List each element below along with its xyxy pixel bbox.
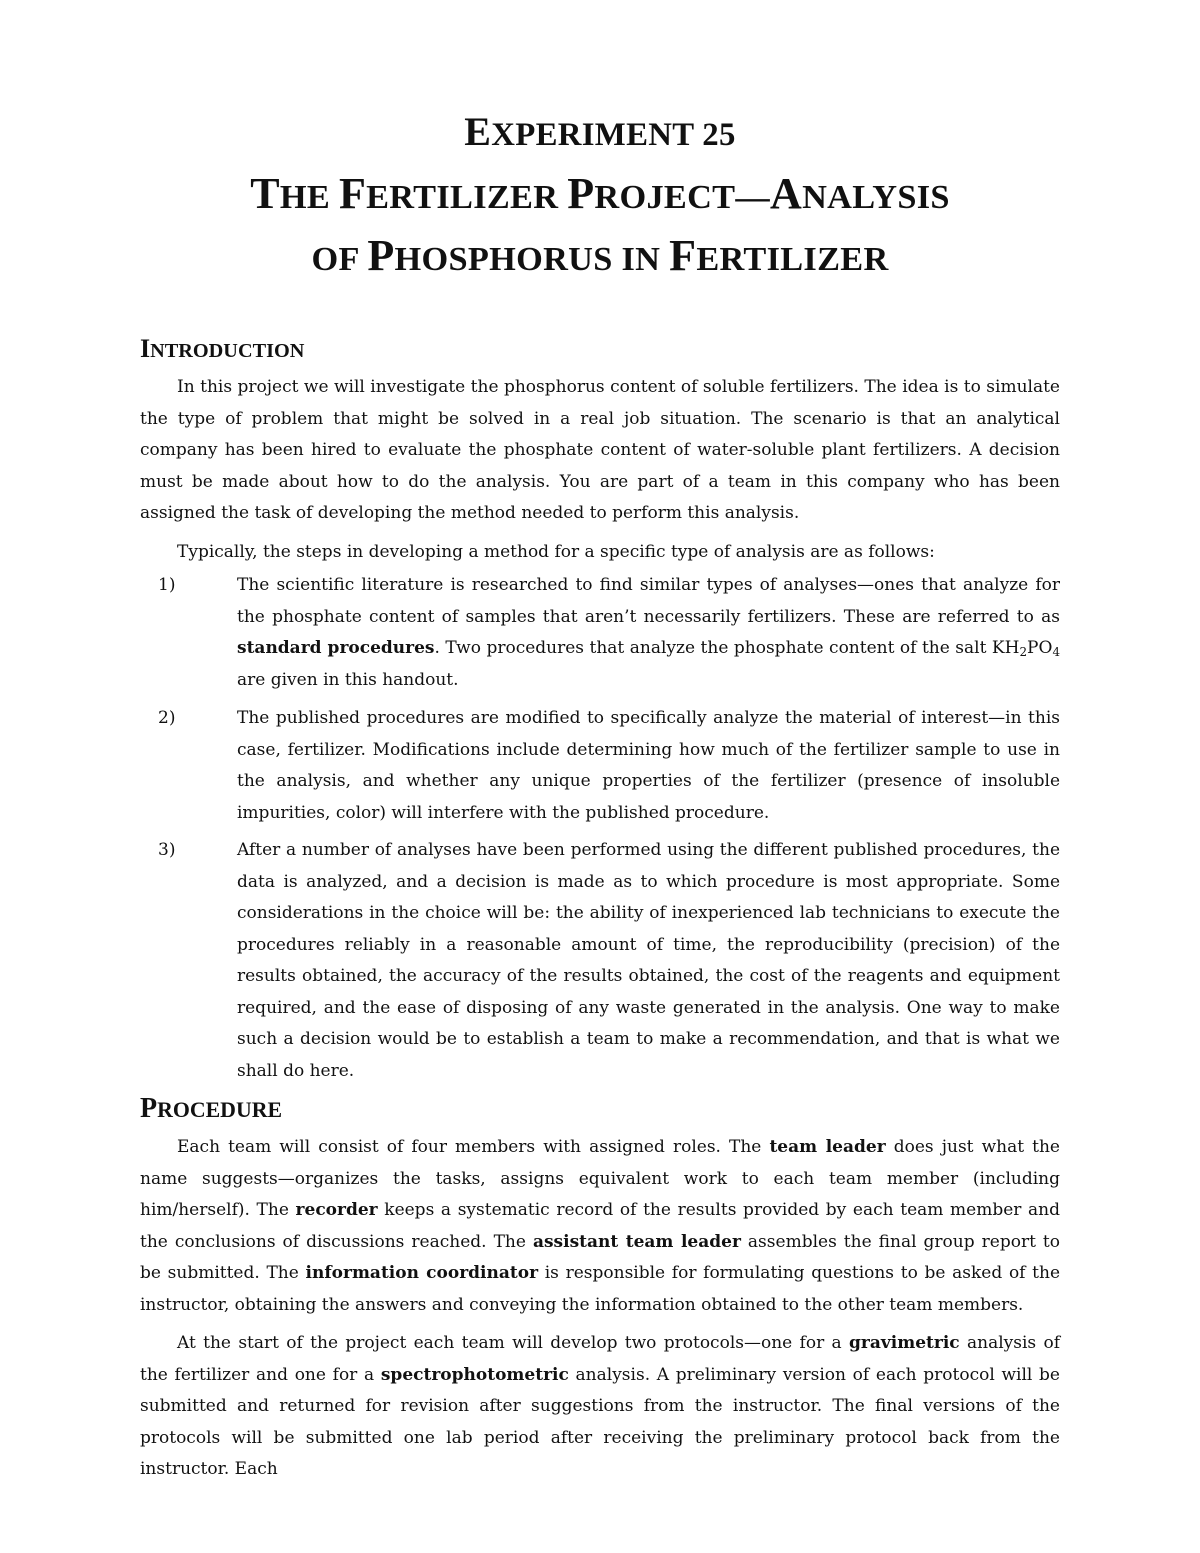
subscript: 4 — [1052, 644, 1061, 659]
text-run: assembles the final group report to be submitted. The — [140, 1231, 1060, 1283]
text-run: The scientific literature is researched to find similar types of analyses—ones that analyze for the phosphate content of samples that aren’t necessarily fertilizers. These are referred to as — [237, 575, 1060, 627]
text-run: analysis. A preliminary version of each protocol will be submitted and returned for revision after suggestions from the instructor. The final versions of the protocols will be submitted one lab period after receiving the preliminary protocol back from the instructor. Each — [140, 1364, 1060, 1479]
heading-text: ROCEDURE — [157, 1098, 283, 1122]
list-number: 1) — [158, 575, 176, 595]
heading-letter: P — [140, 1093, 158, 1124]
title-letter: P — [367, 231, 395, 280]
text-run: . Two procedures that analyze the phosphate content of the salt KH — [434, 638, 1020, 658]
procedure-paragraph-1 — [140, 1132, 1060, 1321]
title-letter: P — [567, 169, 595, 218]
bold-term: spectrophotometric — [380, 1364, 569, 1385]
title-letter: F — [669, 231, 697, 280]
list-number: 2) — [158, 708, 176, 728]
list-item — [140, 835, 1060, 1087]
title-text: NALYSIS — [802, 178, 950, 216]
document-title-line1 — [0, 168, 1200, 219]
procedure-heading — [140, 1093, 282, 1125]
title-text: ERTILIZER — [696, 240, 889, 278]
bold-term: standard procedures — [237, 638, 435, 658]
list-item — [140, 570, 1060, 696]
procedure-paragraph-2 — [140, 1328, 1060, 1486]
title-text: OF — [311, 240, 368, 278]
list-number: 3) — [158, 840, 176, 860]
title-letter: F — [338, 169, 367, 218]
heading-text: NTRODUCTION — [150, 340, 305, 362]
bold-term: assistant team leader — [532, 1231, 741, 1252]
text-run: keeps a systematic record of the results provided by each team member and the conclusions of discussions reached. The — [140, 1200, 1060, 1252]
list-item-text — [237, 570, 1060, 696]
text-run: PO — [1027, 638, 1053, 658]
bold-term: gravimetric — [849, 1333, 960, 1353]
experiment-number — [0, 108, 1200, 155]
text-run: is responsible for formulating questions to be asked of the instructor, obtaining the answers and conveying the information obtained to the other team members. — [140, 1263, 1061, 1315]
intro-paragraph-1: In this project we will investigate the phosphorus content of soluble fertilizers. The idea is to simulate the type of problem that might be solved in a real job situation. The scenario is that an analytical company has been hired to evaluate the phosphate content of water-soluble plant fertilizers. A decision must be made about how to do the analysis. You are part of a team in this company who has been assigned the task of developing the method needed to perform this analysis. — [140, 377, 1060, 523]
list-item — [140, 703, 1060, 829]
list-item-text: After a number of analyses have been performed using the different published procedures, the data is analyzed, and a decision is made as to which procedure is most appropriate. Some considerations in the choice will be: the ability of inexperienced lab technicians to execute the procedures reliably in a reasonable amount of time, the reproducibility (precision) of the results obtained, the accuracy of the results obtained, the cost of the reagents and equipment required, and the ease of disposing of any waste generated in the analysis. One way to make such a decision would be to establish a team to make a recommendation, and that is what we shall do here. — [237, 840, 1060, 1081]
subscript: 2 — [1019, 644, 1028, 659]
text-run: Each team will consist of four members with assigned roles. The — [177, 1137, 770, 1157]
bold-term: team leader — [769, 1137, 886, 1157]
title-text: ROJECT— — [594, 178, 770, 216]
intro-paragraph-2: Typically, the steps in developing a method for a specific type of analysis are as follows: — [177, 542, 935, 562]
title-letter: E — [464, 109, 492, 154]
title-text: XPERIMENT 25 — [491, 117, 736, 153]
bold-term: recorder — [295, 1200, 378, 1220]
introduction-heading — [140, 334, 304, 364]
text-run: are given in this handout. — [237, 669, 459, 690]
bold-term: information coordinator — [305, 1263, 539, 1283]
title-letter: T — [250, 169, 280, 218]
text-run: analysis of the fertilizer and one for a — [140, 1333, 1061, 1385]
title-letter: A — [769, 169, 803, 218]
text-run: does just what the name suggests—organizes the tasks, assigns equivalent work to each team member (including him/herself). The — [140, 1137, 1060, 1220]
heading-letter: I — [140, 334, 151, 363]
title-text: HE — [279, 178, 339, 216]
title-text: ERTILIZER — [366, 178, 568, 216]
document-title-line2 — [0, 230, 1200, 281]
title-text: HOSPHORUS IN — [394, 240, 670, 278]
list-item-text: The published procedures are modified to specifically analyze the material of interest—in this case, fertilizer. Modifications include determining how much of the fertilizer sample to use in the analysis, and whether any unique properties of the fertilizer (presence of insoluble impurities, color) will interfere with the published procedure. — [237, 708, 1060, 823]
text-run: At the start of the project each team will develop two protocols—one for a — [177, 1333, 850, 1353]
